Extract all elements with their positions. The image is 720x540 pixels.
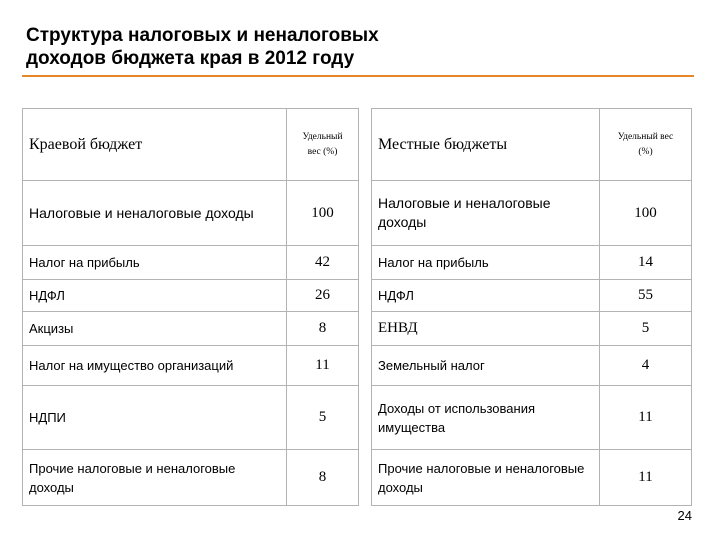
table-header-row (372, 109, 692, 181)
row-value: 26 (287, 280, 359, 312)
row-value: 8 (287, 312, 359, 346)
page-title (26, 24, 379, 70)
row-value: 11 (600, 386, 692, 450)
row-name: Прочие налоговые и неналоговые доходы (372, 450, 600, 506)
table-row (23, 386, 359, 450)
table-row (23, 280, 359, 312)
row-name: Налог на имущество организаций (23, 346, 287, 386)
row-value: 5 (600, 312, 692, 346)
row-name: Земельный налог (372, 346, 600, 386)
weight-header-line-1: Удельный вес (617, 131, 674, 142)
row-value: 5 (287, 386, 359, 450)
weight-header-line-2: (%) (638, 146, 653, 157)
table-row (372, 181, 692, 246)
weight-header (600, 109, 692, 181)
table-row (372, 346, 692, 386)
row-name: Налоговые и неналоговые доходы (23, 181, 287, 246)
row-name: Налог на прибыль (372, 246, 600, 280)
row-name: Налог на прибыль (23, 246, 287, 280)
title-underline (22, 75, 694, 77)
regional-budget-header: Краевой бюджет (23, 109, 287, 181)
row-value: 11 (287, 346, 359, 386)
table-row (23, 181, 359, 246)
row-name: НДПИ (23, 386, 287, 450)
regional-budget-table (22, 108, 359, 506)
row-value: 8 (287, 450, 359, 506)
table-row (372, 246, 692, 280)
title-line-1: Структура налоговых и неналоговых (26, 25, 379, 46)
title-line-2: доходов бюджета края в 2012 году (26, 48, 355, 69)
row-name: НДФЛ (372, 280, 600, 312)
table-row (23, 246, 359, 280)
local-budgets-table (371, 108, 692, 506)
table-row (372, 280, 692, 312)
row-name: НДФЛ (23, 280, 287, 312)
table-row (372, 386, 692, 450)
row-name: ЕНВД (372, 312, 600, 346)
table-row (23, 312, 359, 346)
row-value: 11 (600, 450, 692, 506)
row-value: 100 (287, 181, 359, 246)
row-name: Доходы от использования имущества (372, 386, 600, 450)
row-name: Прочие налоговые и неналоговые доходы (23, 450, 287, 506)
row-value: 4 (600, 346, 692, 386)
table-row (372, 312, 692, 346)
row-value: 100 (600, 181, 692, 246)
table-row (372, 450, 692, 506)
weight-header-line-1: Удельный (302, 131, 343, 142)
row-value: 42 (287, 246, 359, 280)
row-name: Акцизы (23, 312, 287, 346)
local-budgets-header: Местные бюджеты (372, 109, 600, 181)
table-row (23, 450, 359, 506)
page-number: 24 (677, 508, 692, 523)
row-value: 55 (600, 280, 692, 312)
table-row (23, 346, 359, 386)
row-value: 14 (600, 246, 692, 280)
table-header-row (23, 109, 359, 181)
row-name: Налоговые и неналоговые доходы (372, 181, 600, 246)
weight-header-line-2: вес (%) (307, 146, 338, 157)
weight-header (287, 109, 359, 181)
